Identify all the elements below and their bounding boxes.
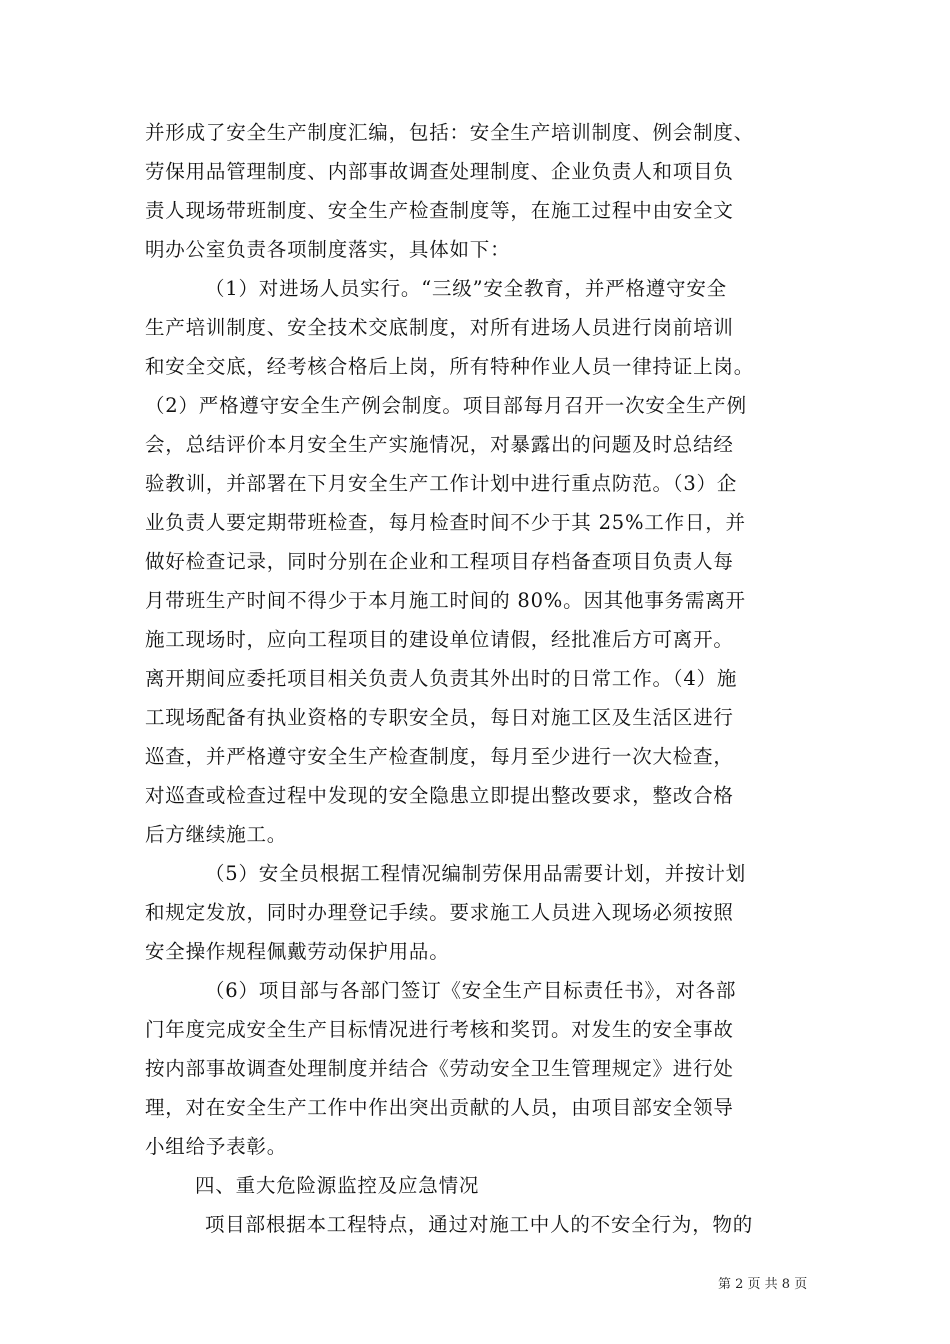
text-line: 月带班生产时间不得少于本月施工时间的 80%。因其他事务需离开 [145, 589, 746, 612]
text-line: 离开期间应委托项目相关负责人负责其外出时的日常工作。（4）施 [145, 667, 738, 690]
text-line: 巡查，并严格遵守安全生产检查制度，每月至少进行一次大检查， [145, 745, 734, 768]
text-line: 安全操作规程佩戴劳动保护用品。 [145, 940, 450, 963]
text-line: 会，总结评价本月安全生产实施情况，对暴露出的问题及时总结经 [145, 433, 734, 456]
section-heading: 四、重大危险源监控及应急情况 [195, 1174, 480, 1197]
text-line: 理，对在安全生产工作中作出突出贡献的人员，由项目部安全领导 [145, 1096, 734, 1119]
text-line: （5）安全员根据工程情况编制劳保用品需要计划，并按计划 [205, 862, 747, 885]
text-line: 对巡查或检查过程中发现的安全隐患立即提出整改要求，整改合格 [145, 784, 734, 807]
page-number: 第 2 页 共 8 页 [718, 1277, 808, 1292]
text-line: 并形成了安全生产制度汇编，包括：安全生产培训制度、例会制度、 [145, 121, 755, 144]
text-line: 明办公室负责各项制度落实，具体如下： [145, 238, 511, 261]
text-line: 门年度完成安全生产目标情况进行考核和奖罚。对发生的安全事故 [145, 1018, 734, 1041]
text-line: 按内部事故调查处理制度并结合《劳动安全卫生管理规定》进行处 [145, 1057, 734, 1080]
text-line: 工现场配备有执业资格的专职安全员，每日对施工区及生活区进行 [145, 706, 734, 729]
text-line: 劳保用品管理制度、内部事故调查处理制度、企业负责人和项目负 [145, 160, 734, 183]
text-line: 和规定发放，同时办理登记手续。要求施工人员进入现场必须按照 [145, 901, 734, 924]
text-line: 项目部根据本工程特点，通过对施工中人的不安全行为，物的 [205, 1213, 754, 1236]
text-line: 生产培训制度、安全技术交底制度，对所有进场人员进行岗前培训 [145, 316, 734, 339]
text-line: 业负责人要定期带班检查，每月检查时间不少于其 25%工作日，并 [145, 511, 746, 534]
text-line: 验教训，并部署在下月安全生产工作计划中进行重点防范。（3）企 [145, 472, 738, 495]
text-line: 做好检查记录，同时分别在企业和工程项目存档备查项目负责人每 [145, 550, 734, 573]
text-line: （6）项目部与各部门签订《安全生产目标责任书》，对各部 [205, 979, 737, 1002]
text-line: 责人现场带班制度、安全生产检查制度等，在施工过程中由安全文 [145, 199, 734, 222]
text-line: 后方继续施工。 [145, 823, 288, 846]
text-line: （2）严格遵守安全生产例会制度。项目部每月召开一次安全生产例 [145, 394, 747, 417]
text-line: （1）对进场人员实行。“三级”安全教育，并严格遵守安全 [205, 277, 727, 300]
text-line: 小组给予表彰。 [145, 1135, 288, 1158]
text-line: 和安全交底，经考核合格后上岗，所有特种作业人员一律持证上岗。 [145, 355, 755, 378]
text-line: 施工现场时，应向工程项目的建设单位请假，经批准后方可离开。 [145, 628, 734, 651]
